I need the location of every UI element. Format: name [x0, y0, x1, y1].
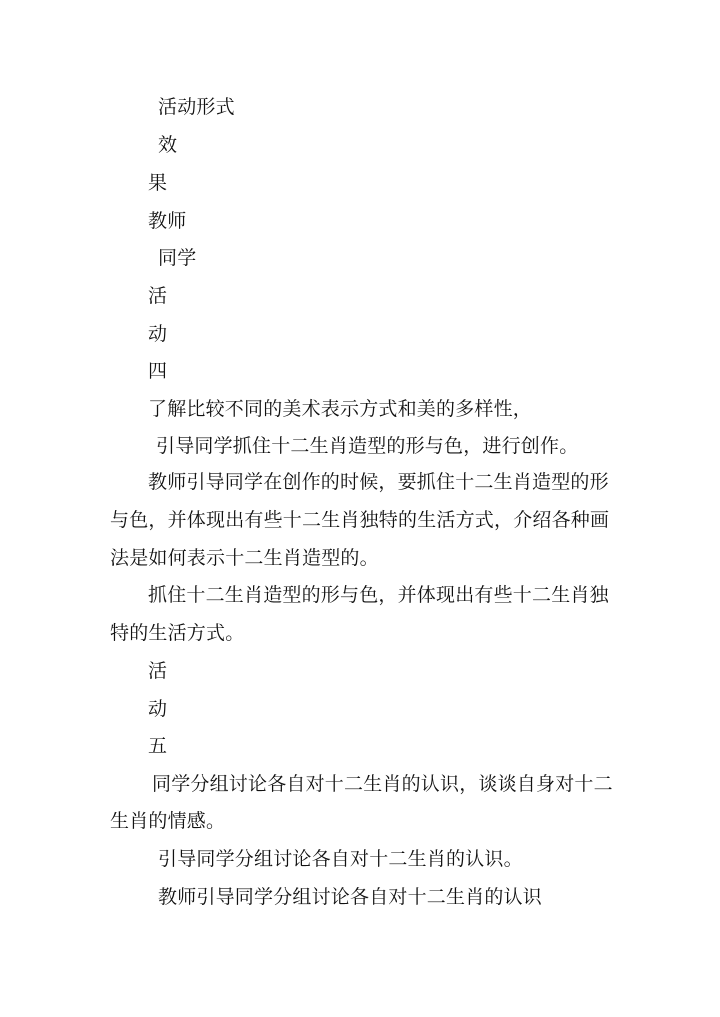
text-line: 四: [148, 360, 168, 382]
text-line: 教师: [148, 210, 187, 232]
text-line: 同学: [158, 247, 197, 269]
text-line: 活动形式: [158, 96, 235, 118]
text-line: 动: [148, 698, 168, 720]
text-line: 教师引导同学在创作的时候，要抓住十二生肖造型的形: [148, 471, 609, 493]
text-line: 特的生活方式。: [110, 622, 245, 644]
text-line: 与色，并体现出有些十二生肖独特的生活方式，介绍各种画: [110, 509, 610, 531]
text-line: 引导同学抓住十二生肖造型的形与色，进行创作。: [156, 435, 579, 457]
text-line: 动: [148, 323, 168, 345]
text-line: 法是如何表示十二生肖造型的。: [110, 547, 379, 569]
text-line: 果: [148, 172, 168, 194]
text-line: 五: [148, 735, 168, 757]
text-line: 活: [148, 285, 168, 307]
text-line: 教师引导同学分组讨论各自对十二生肖的认识: [158, 886, 543, 908]
text-line: 同学分组讨论各自对十二生肖的认识，谈谈自身对十二: [152, 773, 613, 795]
text-line: 抓住十二生肖造型的形与色，并体现出有些十二生肖独: [148, 584, 609, 606]
text-line: 生肖的情感。: [110, 810, 226, 832]
text-line: 引导同学分组讨论各自对十二生肖的认识。: [158, 848, 523, 870]
text-line: 效: [158, 134, 178, 156]
text-line: 活: [148, 660, 168, 682]
text-line: 了解比较不同的美术表示方式和美的多样性，: [148, 398, 533, 420]
